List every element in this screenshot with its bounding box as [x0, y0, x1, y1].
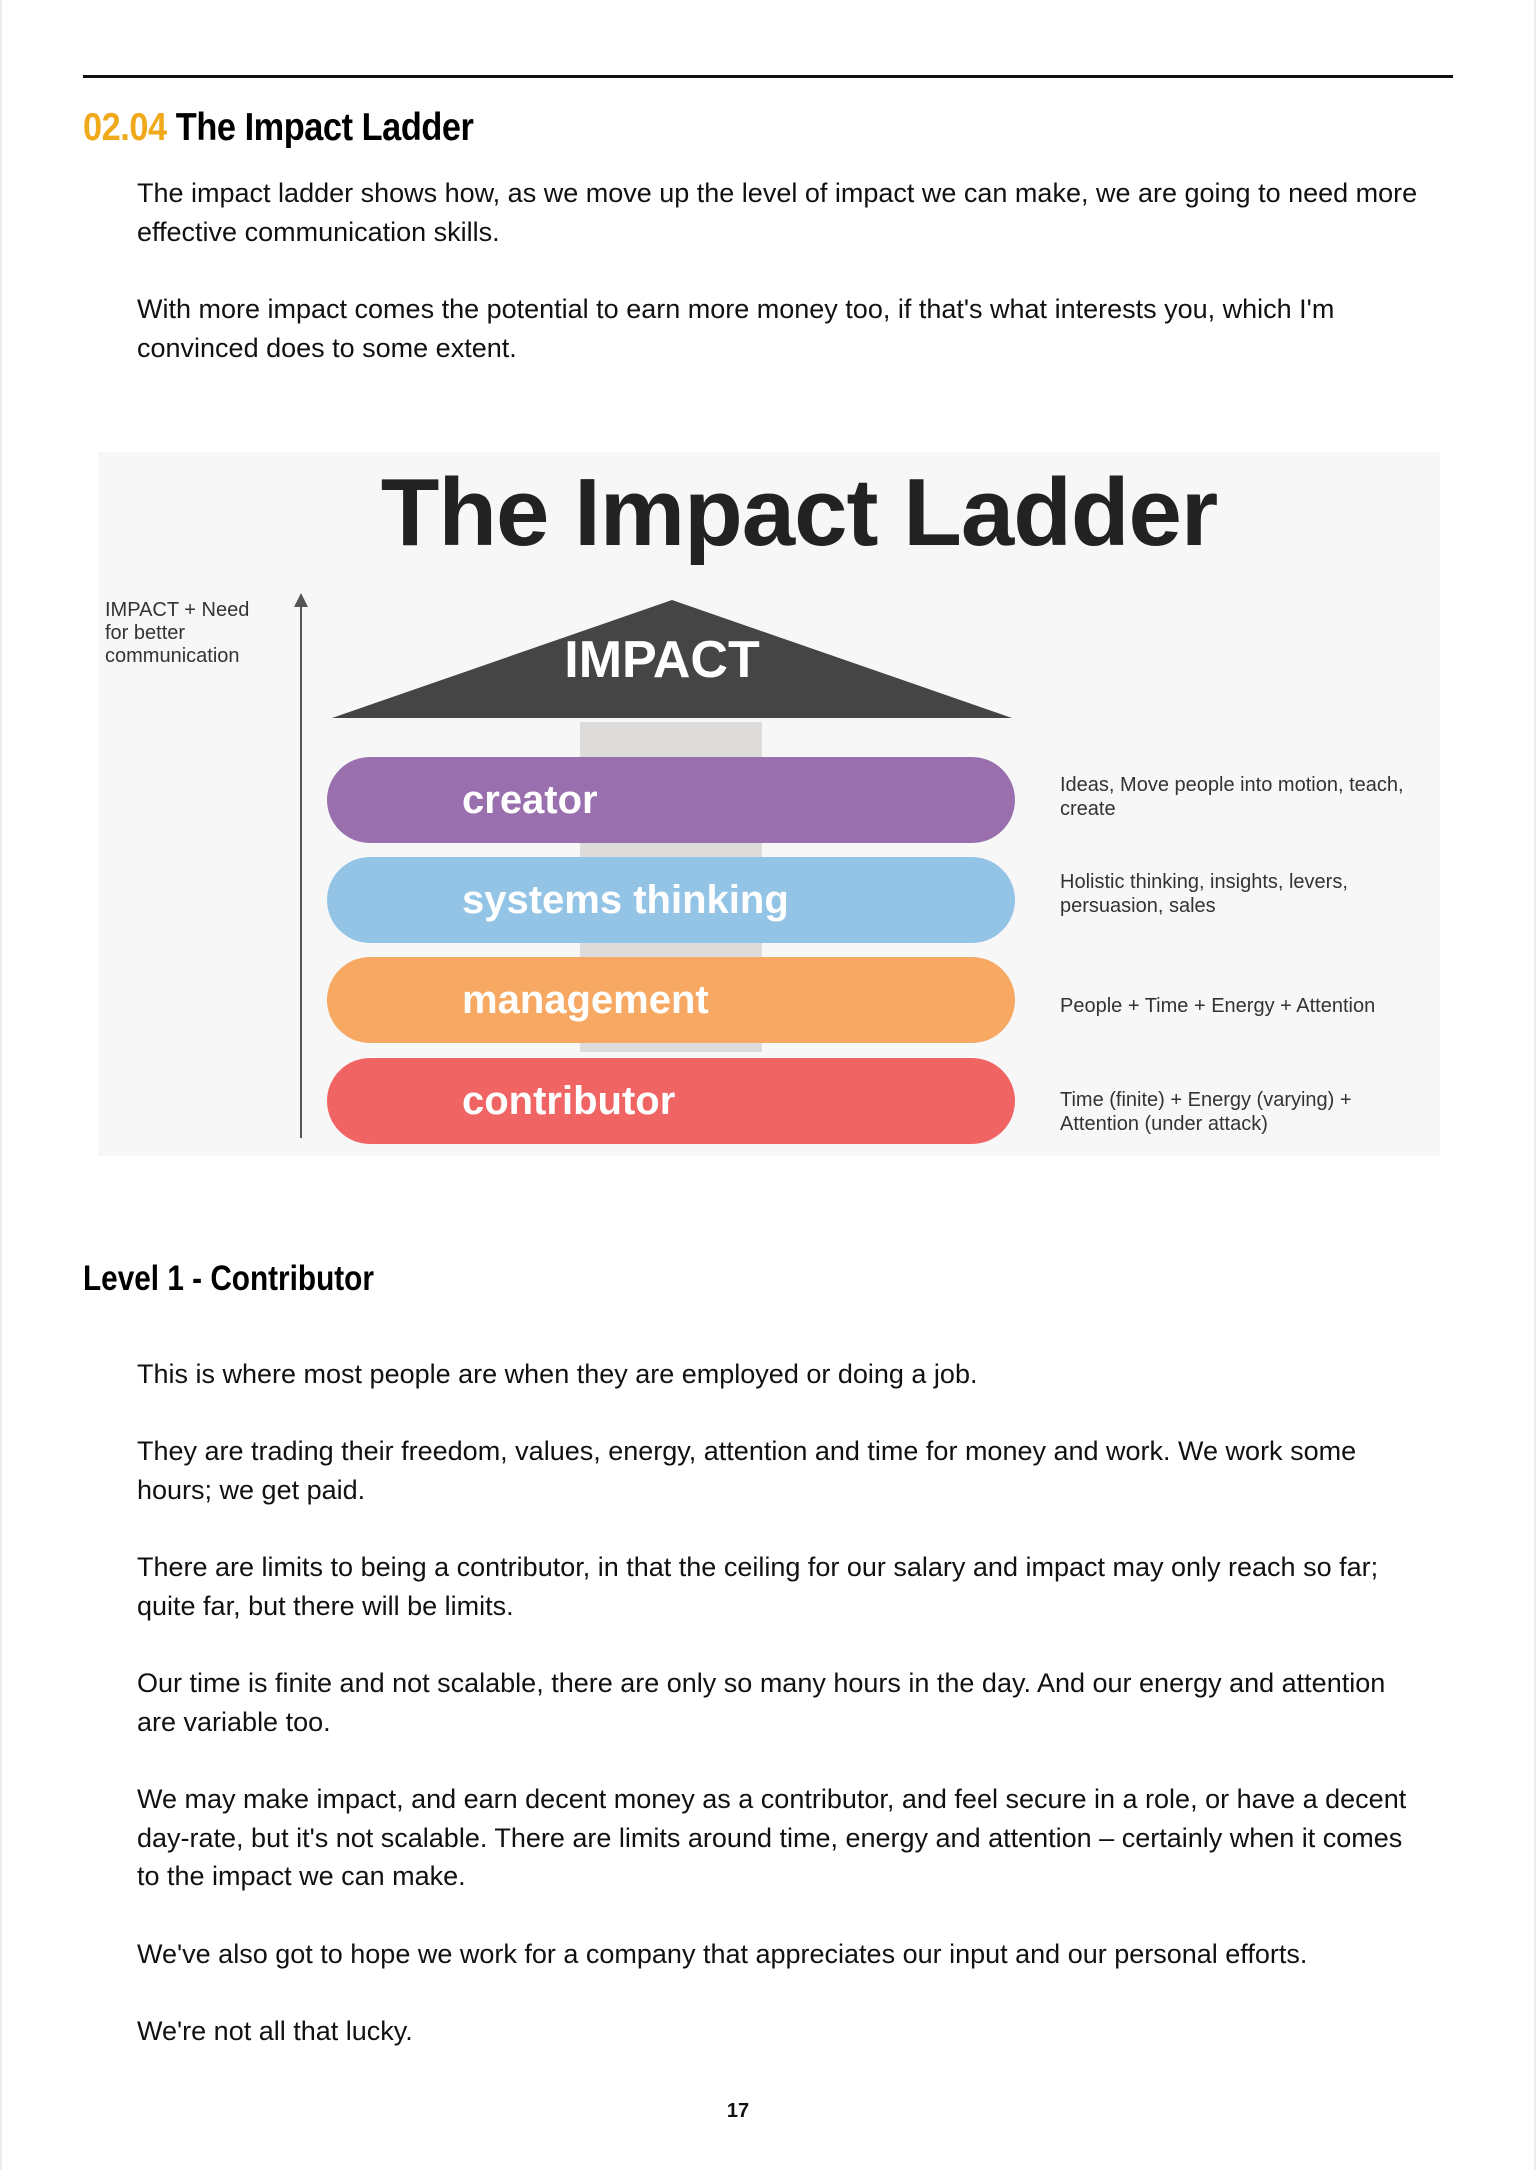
body-paragraph: Our time is finite and not scalable, there are only so many hours in the day. And our energy and attention are variable too.	[137, 1668, 1386, 1737]
axis-arrow-shaft	[300, 604, 302, 1138]
intro-paragraph: The impact ladder shows how, as we move up the level of impact we can make, we are going to need more effective communication skills.	[137, 178, 1418, 247]
rung-label: management	[462, 978, 709, 1022]
axis-label: IMPACT + Need for better communication	[105, 599, 250, 667]
note-creator: Ideas, Move people into motion, teach, create	[1060, 774, 1404, 820]
rung-systems-thinking	[327, 857, 1015, 943]
level1-heading: Level 1 - Contributor	[83, 1259, 374, 1298]
rung-label: creator	[462, 778, 598, 822]
roof-label: IMPACT	[564, 631, 760, 689]
intro-paragraph: With more impact comes the potential to earn more money too, if that's what interests you, which I'm convinced does to some extent.	[137, 294, 1335, 363]
top-rule	[83, 75, 1453, 78]
rung-management	[327, 957, 1015, 1043]
rung-label: systems thinking	[462, 878, 789, 922]
body-paragraph: We may make impact, and earn decent money as a contributor, and feel secure in a role, or have a decent day-rate, but it's not scalable. There are limits around time, energy and attention – certainly when it comes to the impact we can make.	[137, 1784, 1407, 1891]
impact-ladder-figure	[98, 452, 1440, 1156]
note-systems-thinking: Holistic thinking, insights, levers, persuasion, sales	[1060, 871, 1348, 917]
body-paragraph: There are limits to being a contributor, in that the ceiling for our salary and impact may only reach so far; quite far, but there will be limits.	[137, 1552, 1379, 1621]
section-title: The Impact Ladder	[175, 106, 474, 149]
rung-contributor	[327, 1058, 1015, 1144]
body-paragraph: They are trading their freedom, values, energy, attention and time for money and work. We work some hours; we get paid.	[137, 1436, 1357, 1505]
rung-label: contributor	[462, 1079, 676, 1123]
page-number: 17	[726, 2100, 750, 2122]
body-paragraph: We've also got to hope we work for a company that appreciates our input and our personal efforts.	[137, 1939, 1308, 1969]
body-paragraph: We're not all that lucky.	[137, 2016, 413, 2046]
figure-title: The Impact Ladder	[380, 459, 1218, 566]
note-contributor: Time (finite) + Energy (varying) + Attention (under attack)	[1060, 1089, 1352, 1135]
section-heading	[83, 106, 473, 150]
note-management: People + Time + Energy + Attention	[1060, 995, 1376, 1017]
body-paragraph: This is where most people are when they are employed or doing a job.	[137, 1359, 978, 1389]
section-number: 02.04	[83, 106, 167, 149]
rung-creator	[327, 757, 1015, 843]
axis-arrow-head	[294, 593, 308, 607]
